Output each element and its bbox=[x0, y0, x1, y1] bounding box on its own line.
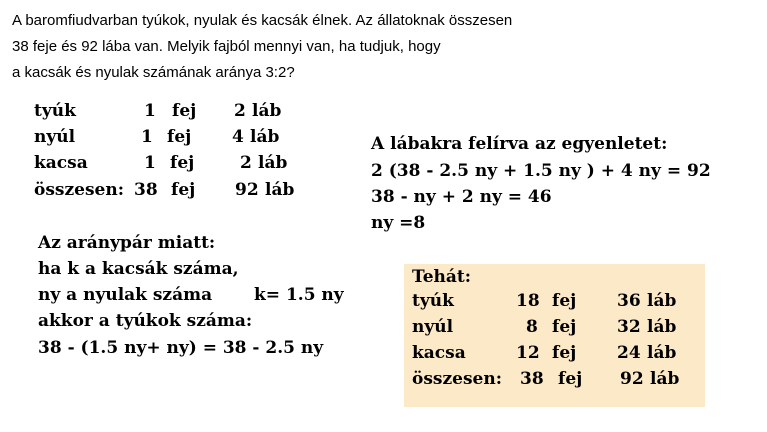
ratio-line: ny a nyulak száma bbox=[38, 285, 213, 305]
problem-line-3: a kacsák és nyulak számának aránya 3:2? bbox=[12, 64, 295, 81]
table-row-name: összesen: bbox=[34, 180, 124, 200]
result-row-name: tyúk bbox=[412, 291, 454, 311]
table-row-fej: fej bbox=[167, 127, 192, 147]
problem-line-2: 38 feje és 92 lába van. Melyik fajból mennyi van, ha tudjuk, hogy bbox=[12, 38, 441, 55]
result-row-fej: fej bbox=[552, 343, 577, 363]
table-row-heads: 1 bbox=[144, 101, 156, 121]
table-row-name: kacsa bbox=[34, 153, 88, 173]
table-row-fej: fej bbox=[170, 153, 195, 173]
table-row-name: tyúk bbox=[34, 101, 76, 121]
ratio-k-expression: k= 1.5 ny bbox=[254, 285, 344, 305]
result-row-lab: láb bbox=[647, 291, 677, 311]
result-row-name: összesen: bbox=[412, 369, 502, 389]
result-row-fej: fej bbox=[552, 317, 577, 337]
table-row-lab: láb bbox=[250, 127, 280, 147]
equations-heading: A lábakra felírva az egyenletet: bbox=[371, 134, 668, 154]
table-row-fej: fej bbox=[172, 101, 197, 121]
result-row-fej: fej bbox=[552, 291, 577, 311]
table-row-lab: láb bbox=[252, 101, 282, 121]
result-title: Tehát: bbox=[412, 267, 472, 287]
table-row-fej: fej bbox=[171, 180, 196, 200]
table-row-legs: 92 bbox=[235, 180, 259, 200]
result-row-heads: 38 bbox=[520, 369, 544, 389]
table-row-legs: 2 bbox=[234, 101, 246, 121]
result-row-lab: láb bbox=[650, 369, 680, 389]
equation-line: ny =8 bbox=[371, 213, 426, 233]
ratio-heading: Az aránypár miatt: bbox=[38, 233, 216, 253]
result-row-legs: 36 bbox=[617, 291, 641, 311]
equation-line: 38 - ny + 2 ny = 46 bbox=[371, 187, 552, 207]
result-row-heads: 12 bbox=[516, 343, 540, 363]
result-row-legs: 92 bbox=[620, 369, 644, 389]
result-row-legs: 24 bbox=[617, 343, 641, 363]
ratio-line: akkor a tyúkok száma: bbox=[38, 311, 253, 331]
table-row-name: nyúl bbox=[34, 127, 76, 147]
problem-line-1: A baromfiudvarban tyúkok, nyulak és kacsák élnek. Az állatoknak összesen bbox=[12, 12, 513, 29]
table-row-lab: láb bbox=[258, 153, 288, 173]
result-row-name: kacsa bbox=[412, 343, 466, 363]
ratio-line: ha k a kacsák száma, bbox=[38, 259, 239, 279]
table-row-lab: láb bbox=[265, 180, 295, 200]
result-row-legs: 32 bbox=[617, 317, 641, 337]
table-row-heads: 38 bbox=[134, 180, 158, 200]
table-row-legs: 2 bbox=[240, 153, 252, 173]
result-row-heads: 18 bbox=[516, 291, 540, 311]
result-row-heads: 8 bbox=[526, 317, 538, 337]
equation-line: 2 (38 - 2.5 ny + 1.5 ny ) + 4 ny = 92 bbox=[371, 161, 711, 181]
result-row-lab: láb bbox=[647, 317, 677, 337]
result-row-lab: láb bbox=[647, 343, 677, 363]
ratio-line: 38 - (1.5 ny+ ny) = 38 - 2.5 ny bbox=[38, 338, 324, 358]
result-row-name: nyúl bbox=[412, 317, 454, 337]
result-row-fej: fej bbox=[558, 369, 583, 389]
table-row-heads: 1 bbox=[144, 153, 156, 173]
table-row-legs: 4 bbox=[232, 127, 244, 147]
table-row-heads: 1 bbox=[141, 127, 153, 147]
